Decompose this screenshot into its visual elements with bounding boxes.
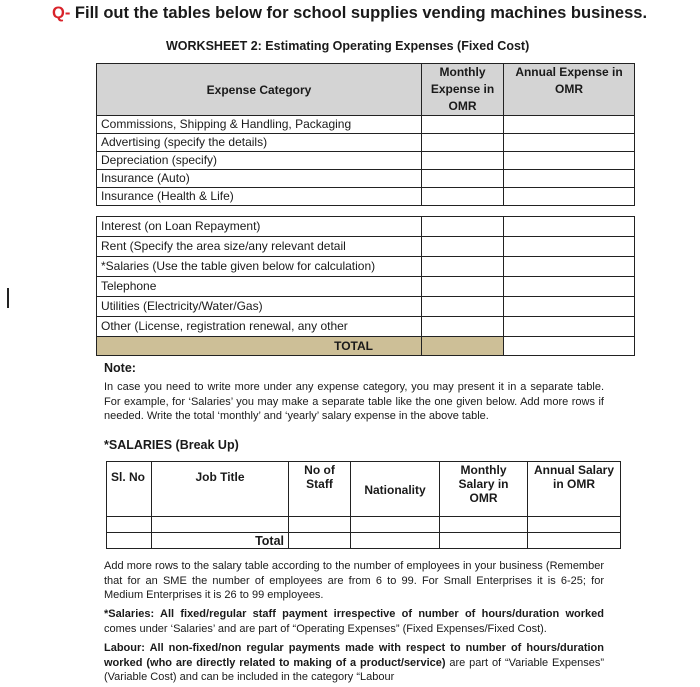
expense-row	[97, 134, 635, 152]
expense-row	[97, 317, 635, 337]
expense-row	[97, 217, 635, 237]
annual-cell[interactable]	[504, 152, 635, 170]
job-title-header: Job Title	[152, 462, 289, 517]
annual-expense-header: Annual Expense in OMR	[504, 64, 635, 116]
monthly-cell[interactable]	[422, 217, 504, 237]
expense-row	[97, 116, 635, 134]
no-of-staff-header: No of Staff	[289, 462, 351, 517]
expense-label: Telephone	[97, 277, 422, 297]
monthly-cell[interactable]	[422, 257, 504, 277]
salaries-total-label: Total	[152, 533, 289, 549]
labour-definition	[104, 641, 604, 685]
text-cursor	[7, 288, 9, 308]
monthly-cell[interactable]	[422, 297, 504, 317]
sl-no-cell[interactable]	[107, 517, 152, 533]
expense-table	[96, 63, 635, 206]
salaries-table	[106, 461, 621, 549]
labour-definition-bold: Labour: All non-fixed/non regular payments made with respect to number of hours/duration worked (who are directly related to making of a product/service)	[104, 642, 604, 669]
annual-cell[interactable]	[504, 277, 635, 297]
monthly-total-cell[interactable]	[422, 337, 504, 356]
expense-label: Commissions, Shipping & Handling, Packaging	[97, 116, 422, 134]
salaries-heading: *SALARIES (Break Up)	[104, 438, 239, 452]
sl-no-cell	[107, 533, 152, 549]
annual-total-cell[interactable]	[528, 533, 621, 549]
expense-total-row	[97, 337, 635, 356]
job-title-cell[interactable]	[152, 517, 289, 533]
salaries-definition-rest: comes under ‘Salaries’ and are part of “Operating Expenses” (Fixed Expenses/Fixed Cost).	[104, 622, 547, 635]
monthly-cell[interactable]	[422, 152, 504, 170]
monthly-cell[interactable]	[422, 134, 504, 152]
annual-cell[interactable]	[504, 317, 635, 337]
expense-label: Advertising (specify the details)	[97, 134, 422, 152]
annual-salary-header: Annual Salary in OMR	[528, 462, 621, 517]
labour-definition-rest: are part of “Variable Expenses” (Variable Cost) and can be included in the category “Labour	[104, 656, 604, 683]
salaries-row	[107, 517, 621, 533]
monthly-cell[interactable]	[422, 116, 504, 134]
monthly-salary-header: Monthly Salary in OMR	[440, 462, 528, 517]
expense-row	[97, 152, 635, 170]
expense-row	[97, 237, 635, 257]
sl-no-header: Sl. No	[107, 462, 152, 517]
salaries-header-row	[107, 462, 621, 517]
nationality-header: Nationality	[351, 462, 440, 517]
expense-label: Depreciation (specify)	[97, 152, 422, 170]
expense-row	[97, 297, 635, 317]
expense-row	[97, 257, 635, 277]
monthly-expense-header: Monthly Expense in OMR	[422, 64, 504, 116]
nationality-cell	[351, 533, 440, 549]
expense-row	[97, 277, 635, 297]
salaries-definition-label: *Salaries:	[104, 608, 155, 620]
annual-salary-cell[interactable]	[528, 517, 621, 533]
expense-total-label: TOTAL	[97, 337, 422, 356]
monthly-cell[interactable]	[422, 317, 504, 337]
question-prefix: Q-	[52, 4, 71, 22]
expense-row	[97, 170, 635, 188]
annual-cell[interactable]	[504, 116, 635, 134]
expense-label: Utilities (Electricity/Water/Gas)	[97, 297, 422, 317]
annual-total-cell[interactable]	[504, 337, 635, 356]
salaries-definition	[104, 607, 604, 636]
expense-label: Insurance (Health & Life)	[97, 188, 422, 206]
worksheet-title: WORKSHEET 2: Estimating Operating Expenses (Fixed Cost)	[166, 39, 530, 53]
expense-label: Interest (on Loan Repayment)	[97, 217, 422, 237]
expense-label: Rent (Specify the area size/any relevant detail	[97, 237, 422, 257]
expense-label: *Salaries (Use the table given below for calculation)	[97, 257, 422, 277]
note-heading: Note:	[104, 361, 136, 375]
annual-cell[interactable]	[504, 297, 635, 317]
monthly-cell[interactable]	[422, 170, 504, 188]
monthly-cell[interactable]	[422, 237, 504, 257]
expense-row	[97, 188, 635, 206]
annual-cell[interactable]	[504, 170, 635, 188]
annual-cell[interactable]	[504, 217, 635, 237]
annual-cell[interactable]	[504, 257, 635, 277]
staff-total-cell[interactable]	[289, 533, 351, 549]
question-text: Fill out the tables below for school supplies vending machines business.	[70, 4, 648, 22]
monthly-total-cell[interactable]	[440, 533, 528, 549]
salaries-definition-bold: All fixed/regular staff payment irrespective of number of hours/duration worked	[154, 608, 604, 620]
monthly-cell[interactable]	[422, 277, 504, 297]
expense-category-header: Expense Category	[97, 64, 422, 116]
monthly-cell[interactable]	[422, 188, 504, 206]
add-rows-paragraph: Add more rows to the salary table according to the number of employees in your business (Remember that for an SME the number of employees are from 6 to 99. For Small Enterprises it is 6-25; for Medium Enterprises it is 26 to 99 employees.	[104, 560, 604, 601]
note-text: In case you need to write more under any expense category, you may present it in a separate table. For example, for ‘Salaries’ you may make a separate table like the one given below. Add more rows if needed. Write the total ‘monthly’ and ‘yearly’ salary expense in the above table.	[104, 381, 604, 422]
staff-cell[interactable]	[289, 517, 351, 533]
expense-header-row	[97, 64, 635, 116]
expense-label: Insurance (Auto)	[97, 170, 422, 188]
annual-cell[interactable]	[504, 188, 635, 206]
monthly-salary-cell[interactable]	[440, 517, 528, 533]
annual-cell[interactable]	[504, 237, 635, 257]
salaries-total-row	[107, 533, 621, 549]
expense-table-continued	[96, 216, 635, 356]
nationality-cell[interactable]	[351, 517, 440, 533]
expense-label: Other (License, registration renewal, any other	[97, 317, 422, 337]
annual-cell[interactable]	[504, 134, 635, 152]
question-title	[52, 4, 647, 23]
